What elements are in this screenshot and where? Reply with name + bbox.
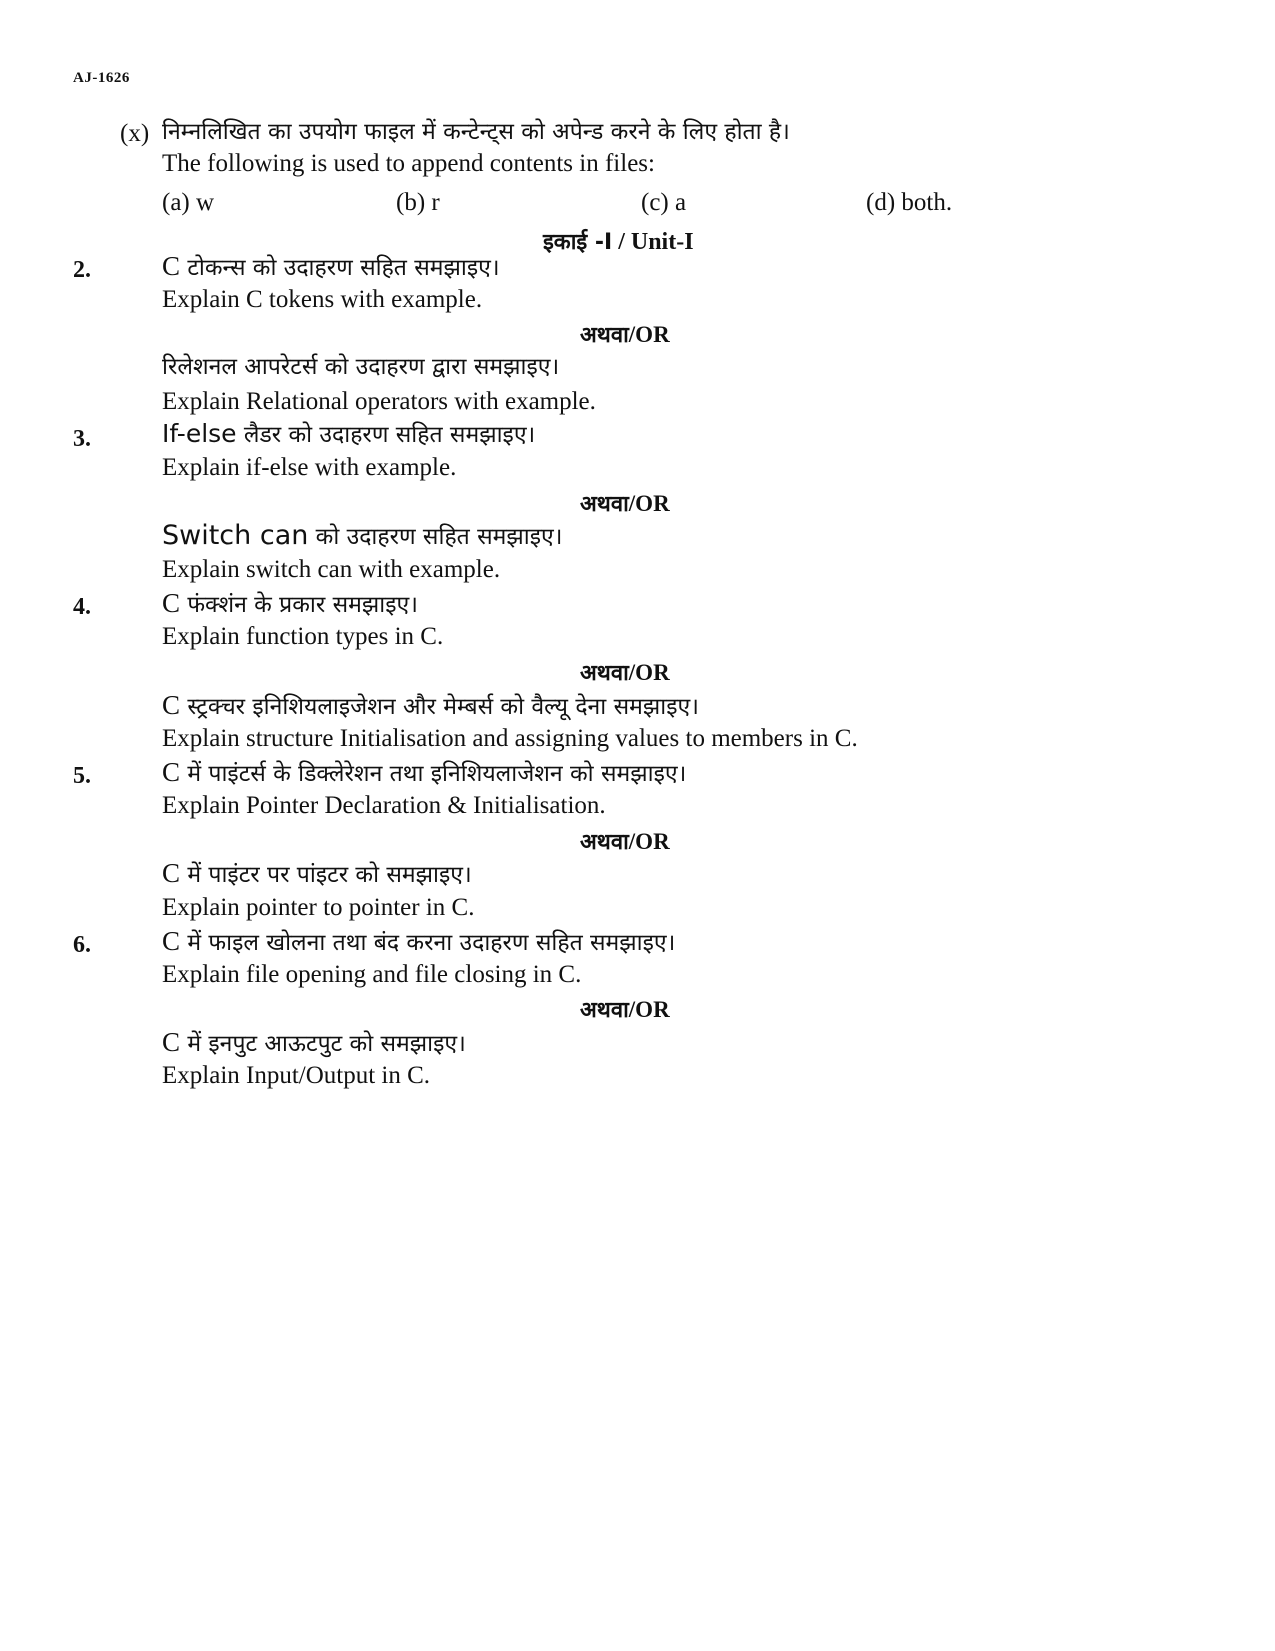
question-number: 6. (73, 932, 91, 958)
option-d: (d) both. (866, 189, 953, 216)
or-label: अथवा/OR (580, 997, 670, 1023)
question-6-english: Explain file opening and file closing in C. (162, 961, 582, 988)
unit-heading-hindi: इकाई -I (543, 230, 613, 255)
or-label: अथवा/OR (580, 322, 670, 348)
question-number: 3. (73, 426, 91, 452)
question-x-hindi: निम्नलिखित का उपयोग फाइल में कन्टेन्ट्स को अपेन्ड करने के लिए होता है। (162, 119, 790, 145)
question-4-alt-hindi: C स्ट्रक्चर इनिशियलाइजेशन और मेम्बर्स को वैल्यू देना समझाइए। (162, 690, 699, 720)
question-3-alt-english: Explain switch can with example. (162, 556, 501, 583)
question-6-alt-hindi: C में इनपुट आऊटपुट को समझाइए। (162, 1027, 466, 1057)
question-2-alt-english: Explain Relational operators with example. (162, 388, 596, 415)
unit-heading-english: Unit-I (630, 229, 694, 255)
question-4-alt-english: Explain structure Initialisation and assigning values to members in C. (162, 725, 858, 752)
or-label: अथवा/OR (580, 491, 670, 517)
paper-code: AJ-1626 (73, 70, 130, 86)
question-4-english: Explain function types in C. (162, 623, 444, 650)
question-6-alt-english: Explain Input/Output in C. (162, 1062, 431, 1089)
option-b: (b) r (396, 189, 440, 216)
option-c: (c) a (641, 189, 687, 216)
question-5-hindi: C में पाइंटर्स के डिक्लेरेशन तथा इनिशियलाजेशन को समझाइए। (162, 757, 687, 787)
question-4-hindi: C फंक्शंन के प्रकार समझाइए। (162, 588, 418, 618)
question-3-english: Explain if-else with example. (162, 454, 457, 481)
question-3-hindi: If-else लैडर को उदाहरण सहित समझाइए। (162, 419, 536, 448)
unit-heading-separator: / (612, 229, 631, 255)
question-5-alt-hindi: C में पाइंटर पर पांइटर को समझाइए। (162, 858, 472, 888)
question-x-label: (x) (120, 120, 150, 147)
or-label: अथवा/OR (580, 660, 670, 686)
question-6-hindi: C में फाइल खोलना तथा बंद करना उदाहरण सहित समझाइए। (162, 926, 676, 956)
question-2-alt-hindi: रिलेशनल आपरेटर्स को उदाहरण द्वारा समझाइए। (162, 354, 560, 380)
question-number: 2. (73, 257, 91, 283)
question-5-english: Explain Pointer Declaration & Initialisation. (162, 792, 606, 819)
question-2-hindi: C टोकन्स को उदाहरण सहित समझाइए। (162, 251, 500, 281)
question-number: 5. (73, 763, 91, 789)
question-5-alt-english: Explain pointer to pointer in C. (162, 894, 475, 921)
question-3-alt-hindi: Switch can को उदाहरण सहित समझाइए। (162, 520, 563, 551)
unit-heading (543, 226, 694, 256)
question-x-english: The following is used to append contents in files: (162, 150, 655, 177)
option-a: (a) w (162, 189, 215, 216)
question-number: 4. (73, 594, 91, 620)
question-2-english: Explain C tokens with example. (162, 286, 483, 313)
or-label: अथवा/OR (580, 829, 670, 855)
